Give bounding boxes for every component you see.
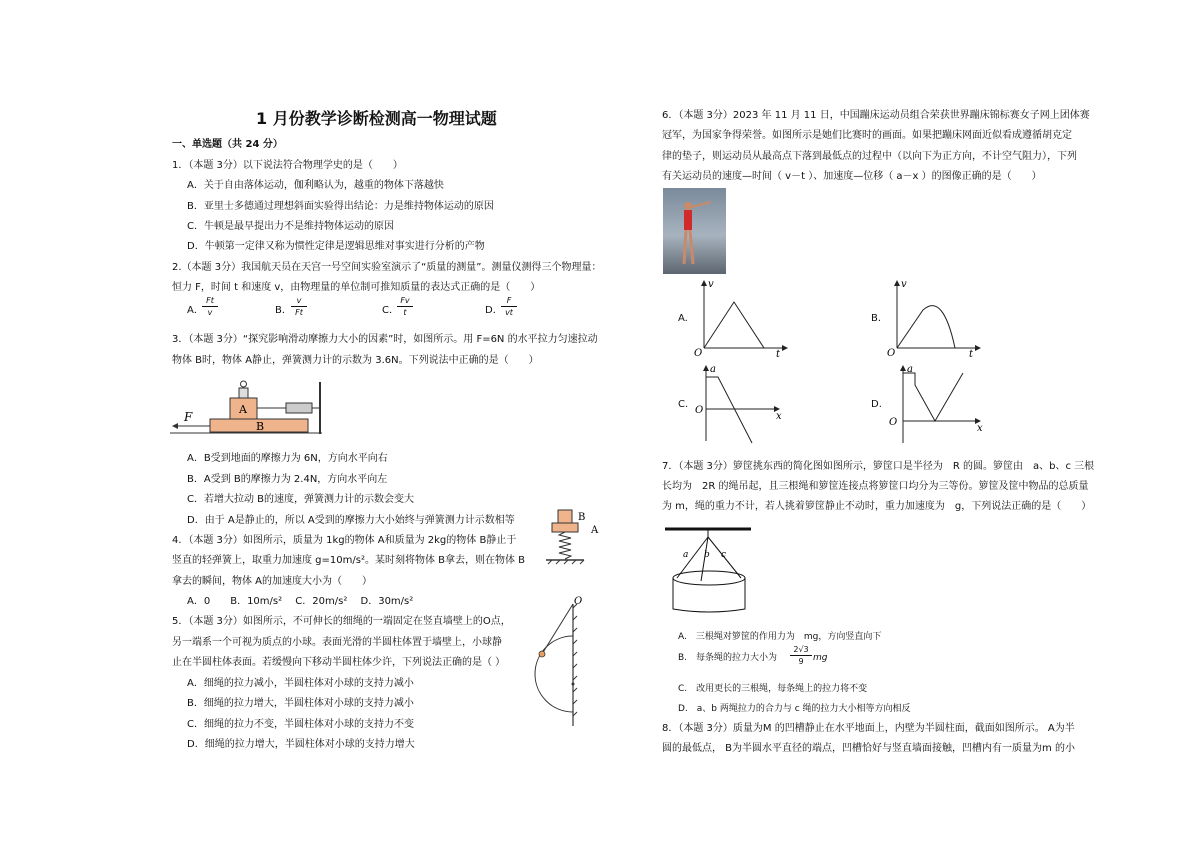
fraction-b: v Ft: [291, 296, 307, 317]
question-stem: 另一端系一个可视为质点的小球。表面光滑的半圆柱体置于墙壁上，小球静: [172, 637, 502, 648]
option-a: A．: [187, 305, 204, 316]
question-stem: 律的垫子，则运动员从最高点下落到最低点的过程中（以向下为正方向，不计空气阻力），下列: [662, 151, 1077, 162]
question-stem: 7．（本题 3分）箩筐挑东西的简化图如图所示，箩筐口是半径为 R 的圆。箩筐由 a、b、c 三根: [662, 461, 1095, 472]
spring-blocks-figure: [542, 506, 604, 570]
question-stem: 恒力 F，时间 t 和速度 v，由物理量的单位制可推知质量的表达式正确的是（ ）: [172, 282, 541, 293]
question-stem: 2.（本题 3分）我国航天员在天宫一号空间实验室演示了“质量的测量”。测量仪测得三个物理量：: [172, 262, 602, 273]
svg-text:t: t: [776, 349, 781, 360]
question-stem: 物体 B时，物体 A静止，弹簧测力计的示数为 3.6N。下列说法中正确的是（ ）: [172, 355, 539, 366]
page-title: 1 月份教学诊断检测高一物理试题: [256, 109, 497, 128]
option-a: A．关于自由落体运动，伽利略认为，越重的物体下落越快: [187, 180, 444, 191]
svg-text:O: O: [889, 417, 898, 428]
option-b: B．亚里士多德通过理想斜面实验得出结论：力是维持物体运动的原因: [187, 201, 494, 212]
question-stem: 1．（本题 3分）以下说法符合物理学史的是（ ）: [172, 160, 403, 171]
option-d: D．: [485, 305, 503, 316]
svg-text:a: a: [907, 364, 913, 375]
option-b-prefix: B. 每条绳的拉力大小为: [678, 653, 778, 663]
rope-a-label: a: [683, 550, 689, 560]
fraction-d: F vt: [501, 296, 517, 317]
half-cylinder-figure: [525, 598, 585, 728]
option-b: B.: [871, 313, 882, 324]
option-c: C.: [678, 399, 689, 410]
rope-b-label: b: [704, 550, 710, 560]
svg-text:t: t: [969, 349, 974, 360]
svg-text:O: O: [887, 348, 896, 359]
basket-figure: [663, 523, 753, 615]
question-stem: 3．（本题 3分）“探究影响滑动摩擦力大小的因素”时，如图所示。用 F=6N 的水平拉力匀速拉动: [172, 334, 598, 345]
graph-a-v-t: [690, 278, 790, 358]
block-label-a: A: [239, 403, 247, 416]
option-b: B．: [275, 305, 292, 316]
fraction-c: Fv t: [397, 296, 413, 317]
option-c: C．细绳的拉力不变，半圆柱体对小球的支持力不变: [187, 719, 414, 730]
question-stem: 冠军，为国家争得荣誉。如图所示是她们比赛时的画面。如果把蹦床网面近似看成遵循胡克定: [662, 130, 1072, 141]
graph-c-a-x: [692, 363, 792, 443]
option-d: D．细绳的拉力增大，半圆柱体对小球的支持力增大: [187, 739, 415, 750]
question-stem: 圆的最低点， B为半圆水平直径的端点，凹槽恰好与竖直墙面接触，凹槽内有一质量为m 的小: [662, 743, 1075, 754]
option-d: D．由于 A是静止的，所以 A受到的摩擦力大小始终与弹簧测力计示数相等: [187, 515, 515, 526]
section-heading: 一、单选题（共 24 分）: [172, 139, 283, 150]
option-a: A．B受到地面的摩擦力为 6N，方向水平向右: [187, 453, 388, 464]
block-label-b: B: [256, 420, 265, 433]
point-o-label: O: [574, 596, 583, 607]
option-c: C．若增大拉动 B的速度，弹簧测力计的示数会变大: [187, 494, 415, 505]
graph-b-v-t: [883, 278, 983, 358]
question-stem: 5．（本题 3分）如图所示，不可伸长的细绳的一端固定在竖直墙壁上的O点，: [172, 616, 511, 627]
option-b: B．A受到 B的摩擦力为 2.4N，方向水平向左: [187, 474, 388, 485]
svg-text:v: v: [708, 279, 714, 290]
graph-d-a-x: [889, 363, 989, 445]
answer-options: A．0 B．10m/s² C．20m/s² D．30m/s²: [187, 596, 414, 607]
option-d: D.: [871, 399, 882, 410]
svg-text:O: O: [695, 405, 704, 416]
option-a: A. 三根绳对箩筐的作用力为 mg，方向竖直向下: [678, 632, 882, 642]
block-label-a: A: [591, 525, 599, 536]
svg-text:a: a: [710, 364, 716, 375]
fraction-a: Ft v: [202, 296, 218, 317]
friction-apparatus-figure: [170, 372, 330, 436]
option-a: A．细绳的拉力减小，半圆柱体对小球的支持力减小: [187, 678, 414, 689]
question-stem: 竖直的轻弹簧上，取重力加速度 g=10m/s²。某时刻将物体 B拿去，则在物体 B: [172, 555, 526, 566]
svg-text:O: O: [694, 348, 703, 359]
question-stem: 长均为 2R 的绳吊起，且三根绳和箩筐连接点将箩筐口均分为三等份。箩筐及筐中物品的总质量: [662, 481, 1089, 492]
force-label-f: F: [184, 410, 193, 424]
question-stem: 有关运动员的速度—时间（ v－t ）、加速度—位移（ a－x ）的图像正确的是（ ）: [662, 171, 1042, 182]
question-stem: 为 m，绳的重力不计，若人挑着箩筐静止不动时，重力加速度为 g，下列说法正确的是（ ）: [662, 501, 1092, 512]
option-b: B．细绳的拉力增大，半圆柱体对小球的支持力减小: [187, 698, 414, 709]
option-d: D. a、b 两绳拉力的合力与 c 绳的拉力大小相等方向相反: [678, 704, 911, 714]
option-b-fraction: 2√3 9: [790, 645, 812, 666]
trampoline-athlete-photo: [663, 188, 726, 274]
question-stem: 止在半圆柱体表面。若缓慢向下移动半圆柱体少许，下列说法正确的是（ ）: [172, 657, 506, 668]
option-c: C．: [382, 305, 399, 316]
option-d: D．牛顿第一定律又称为惯性定律是逻辑思维对事实进行分析的产物: [187, 241, 485, 252]
question-stem: 6．（本题 3分）2023 年 11 月 11 日，中国蹦床运动员组合荣获世界蹦床锦标赛女子网上团体赛: [662, 110, 1090, 121]
svg-text:x: x: [776, 411, 782, 422]
option-c: C. 改用更长的三根绳，每条绳上的拉力将不变: [678, 684, 868, 694]
option-b-suffix: mg: [813, 653, 828, 663]
question-stem: 拿去的瞬间，物体 A的加速度大小为（ ）: [172, 576, 373, 587]
svg-text:v: v: [901, 279, 907, 290]
question-stem: 8．（本题 3分）质量为M 的凹槽静止在水平地面上，内壁为半圆柱面，截面如图所示。 A为半: [662, 723, 1075, 734]
block-label-b: B: [578, 512, 586, 523]
question-stem: 4．（本题 3分）如图所示，质量为 1kg的物体 A和质量为 2kg的物体 B静止于: [172, 535, 517, 546]
rope-c-label: c: [721, 550, 727, 560]
svg-text:x: x: [977, 423, 983, 434]
option-c: C．牛顿是最早提出力不是维持物体运动的原因: [187, 221, 394, 232]
option-a: A.: [678, 313, 688, 324]
